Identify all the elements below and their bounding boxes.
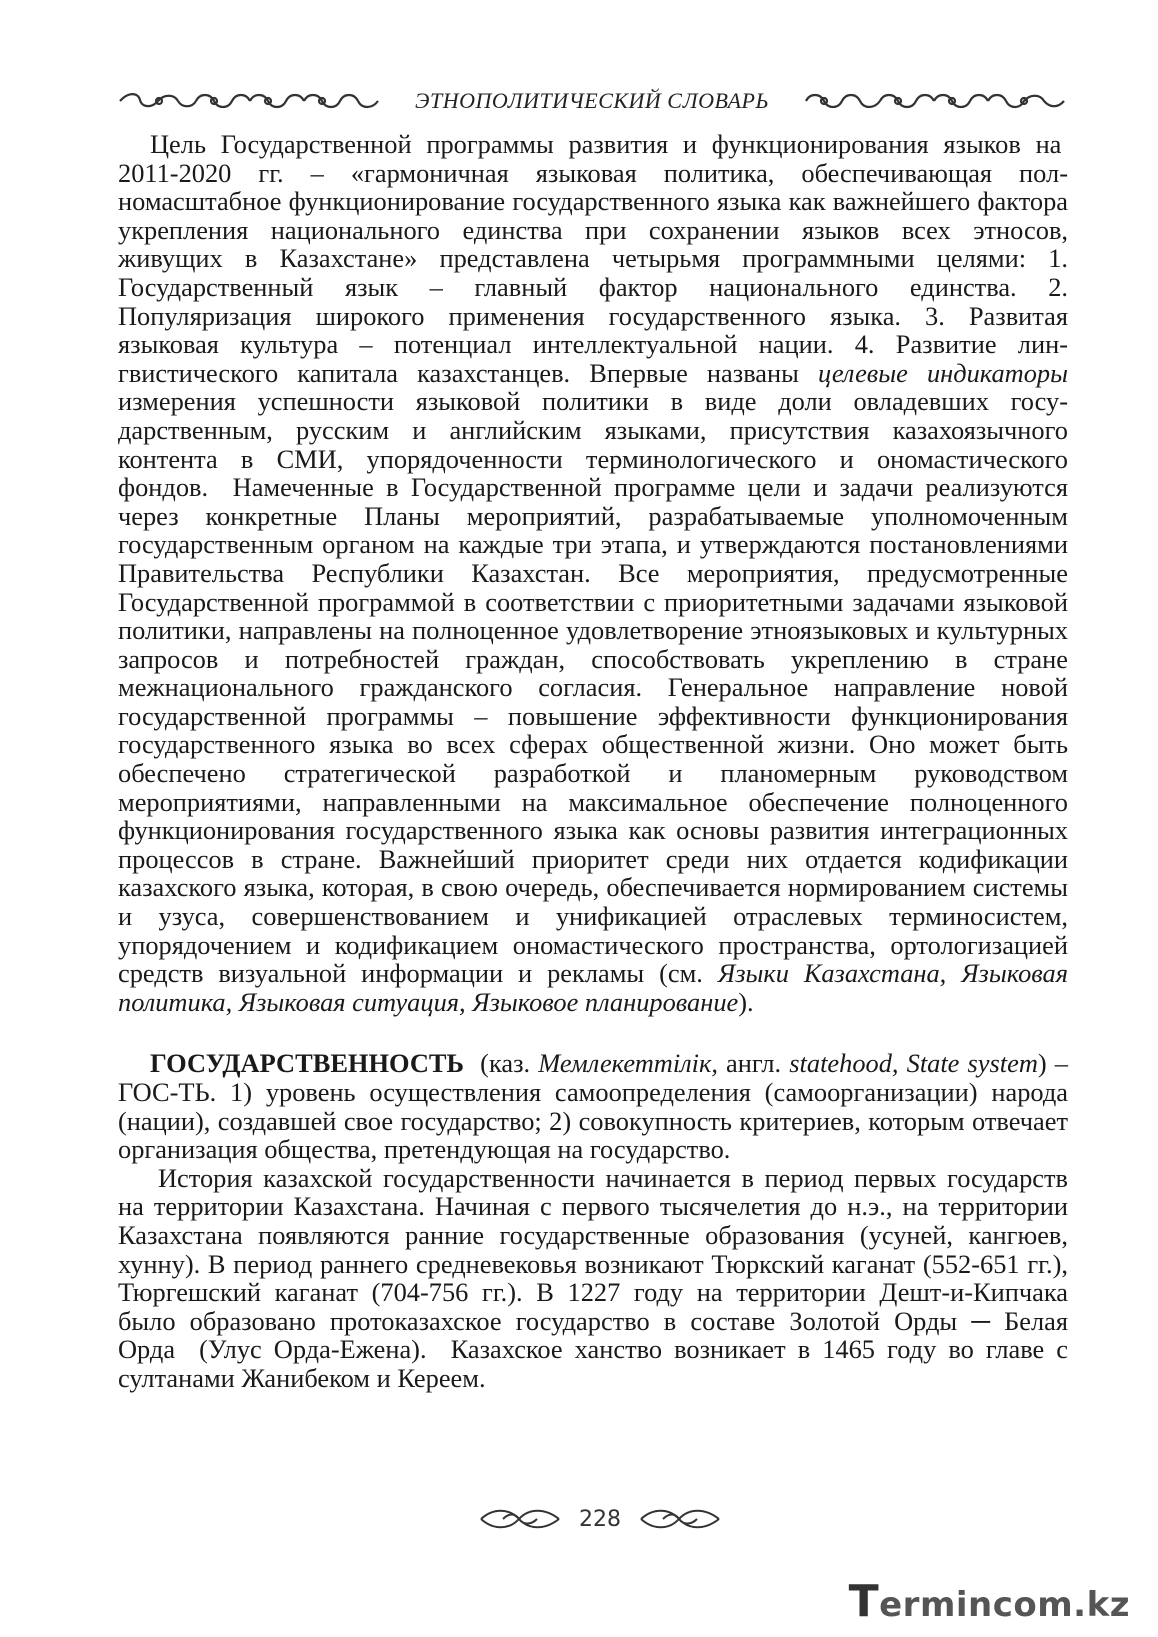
history-paragraph: История казахской государственности начинается в период первых государств на территории Казахстана. Начиная с первого тысячелетия до н.э., на территории Казахстана появляются ранние государственные образования (усуней, кангюев, хунну). В период раннего средневековья возникают Тюркский каганат (552-651 гг.), Тюргешский каганат (704-756 гг.). В 1227 году на территории Дешт-и-Кипчака было образовано протоказахское государство в составе Золотой Орды ─ Белая Орда (Улус Орда-Ежена). Казахское ханство возникает в 1465 году во главе с султанами Жанибеком и Кереем.	[118, 1162, 1068, 1393]
watermark-initial: T	[848, 1576, 880, 1627]
entry-text: англ.	[717, 1048, 790, 1079]
dictionary-entry-statehood	[118, 1049, 1068, 1163]
site-watermark	[849, 1576, 1130, 1627]
running-header	[118, 86, 1066, 116]
article-language-program-paragraph	[118, 130, 1068, 1016]
page-body	[118, 130, 1068, 1393]
paragraph-text: Цель Государственной программы развития и функционирования языков на 2011-2020 гг. – «гармоничная языковая политика, обеспечивающая полномасштабное функционирование государственного языка как важнейшего фактора укрепления национального единства при сохранении языков всех этносов, живущих в Казахстане» представлена четырьмя программными целями: 1. Государственный язык – главный фактор национального единства. 2. Популяризация широкого применения государственного языка. 3. Развитая языковая культура – потенциал интеллектуальной нации. 4. Развитие лингвистического капитала казахстанцев. Впервые названы	[118, 129, 1068, 388]
swirl-right-icon	[639, 1506, 721, 1532]
page-footer	[440, 1502, 760, 1536]
kazakh-term: Мемлекеттілік,	[538, 1048, 718, 1079]
paragraph-text: ).	[738, 986, 754, 1017]
cross-references: Языки Казахстана, Языковая политика, Языковая ситуация, Языковое планирование	[118, 958, 1069, 1017]
swirl-left-icon	[479, 1506, 561, 1532]
italic-term: целевые индикаторы	[818, 357, 1068, 388]
paragraph-text: измерения успешности языковой политики в виде доли овладевших государственным, русским и английским языками, присутствия казахоязычного контента в СМИ, упорядоченности терминологического и ономастического фондов. Намеченные в Государственной программе цели и задачи реализуются через конкретные Планы мероприятий, разрабатываемые уполномоченным государственным органом на каждые три этапа, и утверждаются постановлениями Правительства Республики Казахстан. Все мероприятия, предусмотренные Государственной программой в соответствии с приоритетными задачами языковой политики, направлены на полноценное удовлетворение этноязыковых и культурных запросов и потребностей граждан, способствовать укреплению в стране межнационального гражданского согласия. Генеральное направление новой государственной программы – повышение эффективности функционирования государственного языка во всех сферах общественной жизни. Оно может быть обеспечено стратегической разработкой и планомерным руководством мероприятиями, направленными на максимальное обеспечение полноценного функционирования государственного языка как основы развития интеграционных процессов в стране. Важнейший приоритет среди них отдается кодификации казахского языка, которая, в свою очередь, обеспечивается нормированием системы и узуса, совершенствованием и унификацией отраслевых терминосистем, упорядочением и кодификацием ономастического пространства, ортологизацией средств визуальной информации и рекламы (см.	[118, 386, 1068, 989]
entry-headword: ГОСУДАРСТВЕННОСТЬ	[150, 1048, 464, 1079]
entry-definition: ) – ГОС-ТЬ. 1) уровень осуществления самоопределения (самоорганизации) народа (нации), создавшей свое государство; 2) совокупность критериев, которым отвечает организация общества, претендующая на государство.	[118, 1048, 1068, 1165]
header-title: ЭТНОПОЛИТИЧЕСКИЙ СЛОВАРЬ	[415, 88, 769, 113]
watermark-text: ermincom.kz	[879, 1585, 1130, 1625]
english-term: statehood, State system	[789, 1048, 1038, 1079]
ornament-left-icon	[118, 90, 380, 112]
ornament-right-icon	[804, 90, 1066, 112]
entry-text: (каз.	[463, 1048, 539, 1079]
page-number: 228	[579, 1506, 621, 1532]
